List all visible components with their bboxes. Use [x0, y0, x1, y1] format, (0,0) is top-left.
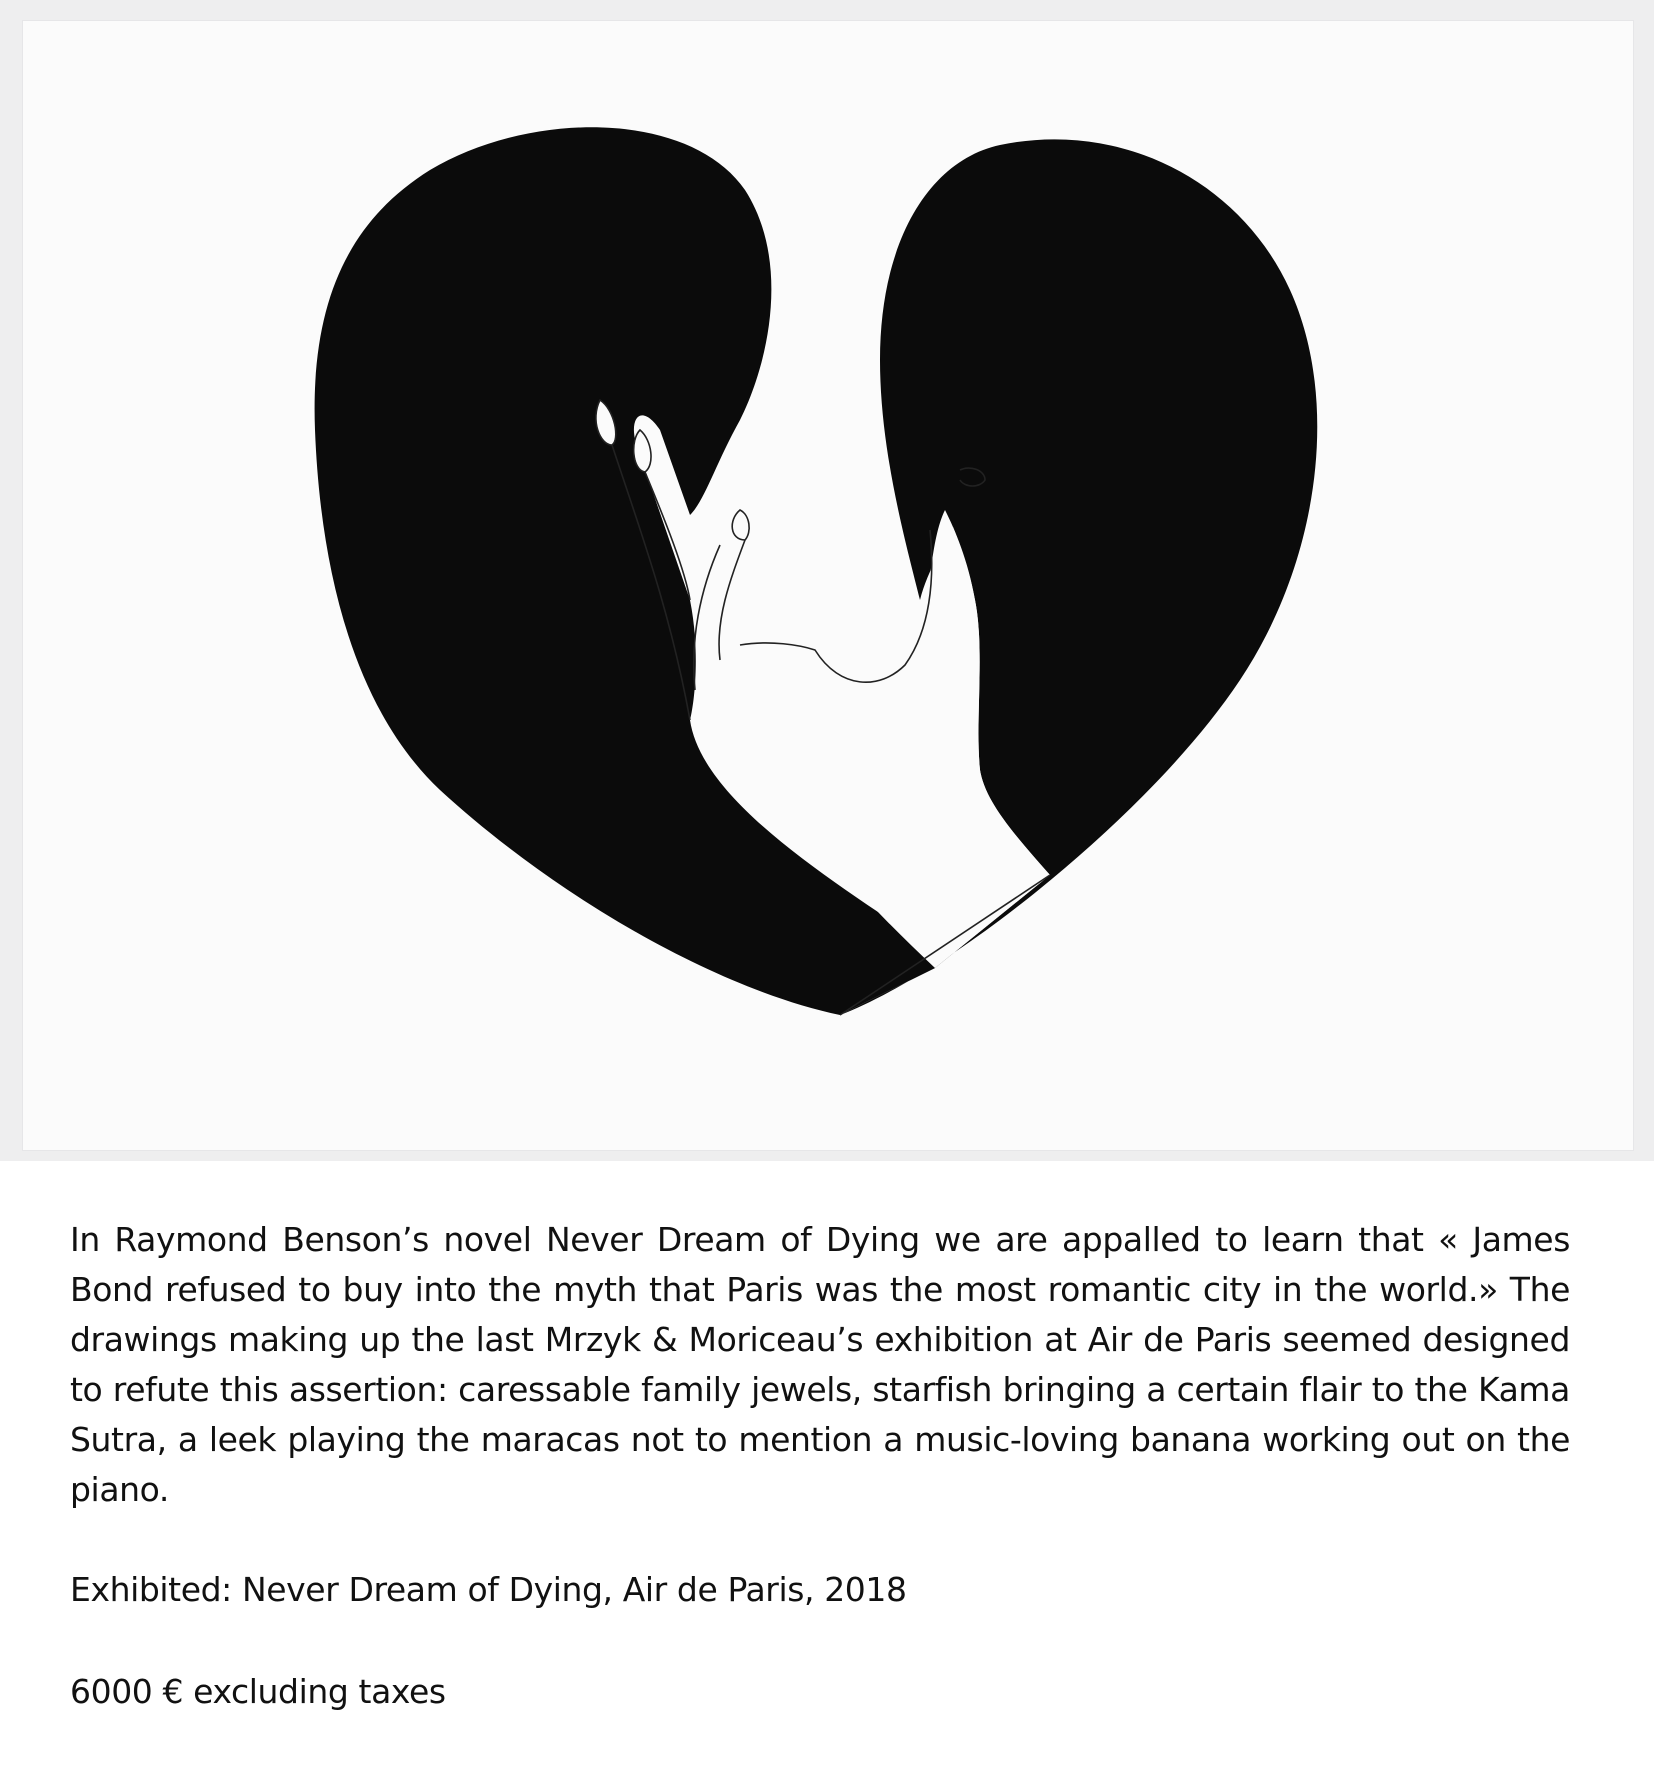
artwork-description: In Raymond Benson’s novel Never Dream of Dying we are appalled to learn that « James Bond refused to buy into the myth that Paris was the most romantic city in the world.» The drawings making up the last Mrzyk & Moriceau’s exhibition at Air de Paris seemed designed to refute this assertion: caressable family jewels, starfish bringing a certain flair to the Kama Sutra, a leek playing the maracas not to mention a music-loving banana working out on the piano. — [70, 1220, 1570, 1509]
price-label: 6000 € excluding taxes — [70, 1672, 446, 1711]
artwork-caption — [70, 1215, 1570, 1515]
exhibition-info: Exhibited: Never Dream of Dying, Air de Paris, 2018 — [70, 1570, 907, 1609]
heart-left-lobe — [315, 127, 935, 1015]
